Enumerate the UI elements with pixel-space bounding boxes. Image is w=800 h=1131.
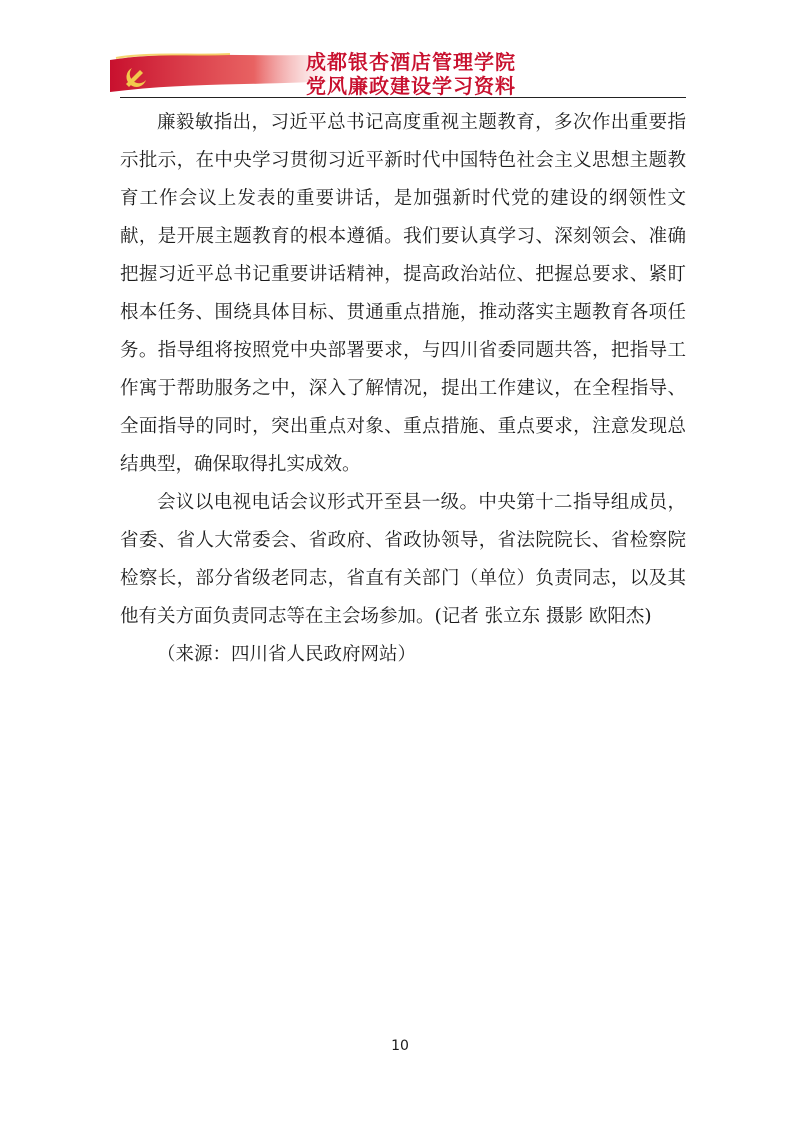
header-title-line1: 成都银杏酒店管理学院 <box>306 50 516 74</box>
page-number: 10 <box>391 1038 409 1054</box>
header-titles <box>306 50 516 98</box>
header-title-line2: 党风廉政建设学习资料 <box>306 74 516 98</box>
paragraph: 会议以电视电话会议形式开至县一级。中央第十二指导组成员，省委、省人大常委会、省政府、省政协领导，省法院院长、省检察院检察长，部分省级老同志，省直有关部门（单位）负责同志，以及其他有关方面负责同志等在主会场参加。(记者 张立东 摄影 欧阳杰) <box>120 492 686 627</box>
article-body <box>120 104 686 674</box>
source-note: （来源：四川省人民政府网站） <box>157 644 417 665</box>
paragraph: 廉毅敏指出，习近平总书记高度重视主题教育，多次作出重要指示批示，在中央学习贯彻习近平新时代中国特色社会主义思想主题教育工作会议上发表的重要讲话，是加强新时代党的建设的纲领性文献，是开展主题教育的根本遵循。我们要认真学习、深刻领会、准确把握习近平总书记重要讲话精神，提高政治站位、把握总要求、紧盯根本任务、围绕具体目标、贯通重点措施，推动落实主题教育各项任务。指导组将按照党中央部署要求，与四川省委同题共答，把指导工作寓于帮助服务之中，深入了解情况，提出工作建议，在全程指导、全面指导的同时，突出重点对象、重点措施、重点要求，注意发现总结典型，确保取得扎实成效。 <box>120 112 686 475</box>
page-header <box>110 44 690 104</box>
header-divider <box>120 97 686 98</box>
